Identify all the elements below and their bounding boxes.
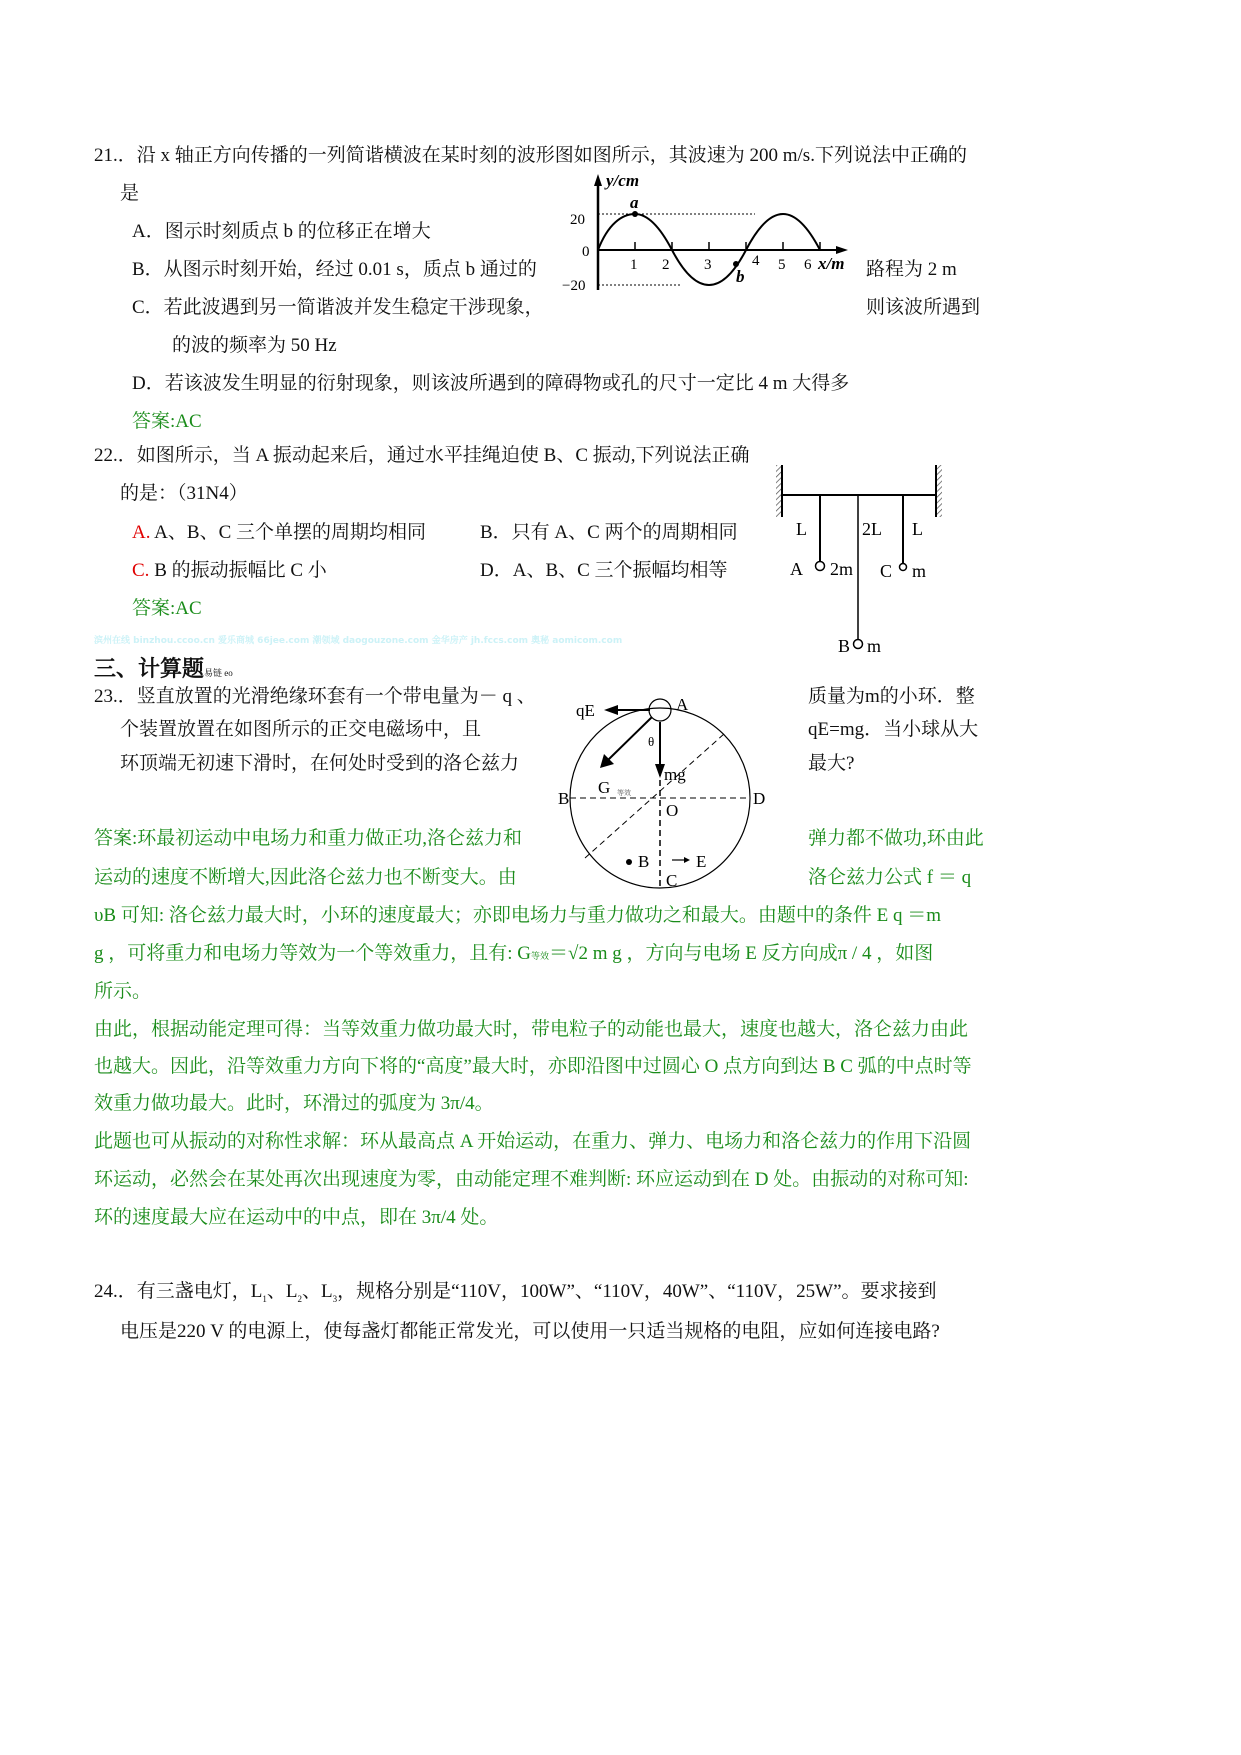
q22-option-b: B．只有 A、C 两个的周期相同 — [480, 522, 738, 543]
q21-option-c-right: 则该波所遇到 — [866, 297, 981, 318]
pendulum-a-label: A — [790, 559, 803, 579]
q24-line1-start: 24.．有三盏电灯，L — [94, 1281, 263, 1302]
pendulum-c-mass: m — [912, 561, 927, 581]
q23-answer-line3: υB 可知: 洛仑兹力最大时，小环的速度最大；亦即电场力与重力做功之和最大。由题中的条件 E q ＝m — [94, 905, 941, 926]
watermark: 滨州在线 binzhou.ccoo.cn 爱乐商城 66jee.com 潮领域 daogouzone.com 金华房产 jh.fccs.com 奥秘 aomicom.com — [94, 636, 623, 646]
q22-stem-line1: 22.．如图所示，当 A 振动起来后，通过水平挂绳迫使 B、C 振动,下列说法正确 — [94, 445, 750, 466]
q23-answer-line6: 由此，根据动能定理可得：当等效重力做功最大时，带电粒子的动能也最大，速度也越大，洛仑兹力由此 — [94, 1019, 969, 1040]
q22-option-a — [132, 521, 426, 545]
pendulum-c-bob — [900, 564, 907, 571]
pendulum-c-label: C — [880, 561, 893, 581]
electric-field-label: E — [696, 852, 707, 871]
q23-stem-line2-right: qE=mg．当小球从大 — [808, 719, 979, 740]
q22-option-c-text: B 的振动振幅比 C 小 — [149, 560, 327, 581]
section-title — [94, 652, 233, 683]
section-title-suffix: 易链 eo — [204, 668, 233, 678]
q21-option-d: D．若该波发生明显的衍射现象，则该波所遇到的障碍物或孔的尺寸一定比 4 m 大得多 — [132, 373, 850, 394]
q23-answer-line9: 此题也可从振动的对称性求解：环从最高点 A 开始运动，在重力、弹力、电场力和洛仑兹力的作用下沿圆 — [94, 1131, 972, 1152]
point-b-label: b — [736, 267, 745, 286]
qE-arrow-head-icon — [604, 705, 618, 715]
q23-stem-line2-left: 个装置放置在如图所示的正交电磁场中，且 — [120, 719, 482, 740]
q21-option-b-left: B．从图示时刻开始，经过 0.01 s，质点 b 通过的 — [132, 259, 537, 280]
q22-option-d: D．A、B、C 三个振幅均相等 — [480, 560, 728, 581]
q21-stem-line1: 21.．沿 x 轴正方向传播的一列简谐横波在某时刻的波形图如图所示，其波速为 200 m/s.下列说法中正确的 — [94, 145, 967, 166]
magnetic-field-label: B — [638, 852, 650, 871]
q23-answer-line11: 环的速度最大应在运动中的中点，即在 3π/4 处。 — [94, 1207, 499, 1228]
q23-answer-line7: 也越大。因此，沿等效重力方向下将的“高度”最大时，亦即沿图中过圆心 O 点方向到达 B C 弧的中点时等 — [94, 1056, 972, 1077]
qE-label: qE — [576, 701, 595, 720]
y-tick-20: 20 — [570, 212, 585, 228]
x-tick-2: 2 — [662, 257, 670, 273]
x-tick-1: 1 — [630, 257, 638, 273]
pendulum-a-bob — [816, 562, 825, 571]
q21-option-c-cont: 的波的频率为 50 Hz — [172, 335, 337, 356]
q23-answer-line2-left: 运动的速度不断增大,因此洛仑兹力也不断变大。由 — [94, 867, 517, 888]
G-arrow — [608, 717, 655, 760]
x-ticks — [635, 242, 820, 250]
y-axis-arrow-icon — [594, 174, 602, 186]
theta-label: θ — [648, 734, 655, 749]
mg-label: mg — [664, 765, 686, 784]
point-D-label: D — [753, 789, 766, 808]
q23-answer-line4 — [94, 942, 933, 968]
q23-stem-line1-left: 23.．竖直放置的光滑绝缘环套有一个带电量为－ q 、 — [94, 686, 536, 707]
q23-answer-subscript: 等效 — [531, 951, 550, 961]
y-axis-label: y/cm — [606, 171, 640, 190]
length-a-label: L — [796, 519, 807, 539]
q24-sub3: 3 — [332, 1293, 338, 1304]
q23-answer-line1-left: 答案:环最初运动中电场力和重力做正功,洛仑兹力和 — [94, 828, 523, 849]
q22-option-a-text: A、B、C 三个单摆的周期均相同 — [150, 522, 427, 543]
x-axis-label: x/m — [818, 254, 845, 273]
x-axis-arrow-icon — [836, 246, 848, 254]
q23-answer-line4a: g ，可将重力和电场力等效为一个等效重力，且有: G — [94, 943, 532, 964]
q23-answer-line4b: ＝√2 m g ，方向与电场 E 反方向成π / 4 ，如图 — [549, 943, 934, 964]
center-O-label: O — [666, 801, 679, 820]
q24-sep1: 、L — [266, 1281, 298, 1302]
pendulum-figure — [770, 460, 960, 660]
q21-option-c-left: C．若此波遇到另一简谐波并发生稳定干涉现象， — [132, 297, 544, 318]
x-tick-4: 4 — [752, 253, 760, 269]
q23-stem-line3-left: 环顶端无初速下滑时，在何处时受到的洛仑兹力 — [120, 753, 520, 774]
length-b-label: 2L — [862, 519, 882, 539]
q23-answer-line8: 效重力做功最大。此时，环滑过的弧度为 3π/4。 — [94, 1093, 494, 1114]
x-tick-3: 3 — [704, 257, 712, 273]
point-B-label: B — [558, 789, 570, 808]
q22-option-c — [132, 559, 327, 583]
pendulum-b-mass: m — [867, 636, 882, 656]
point-C-label: C — [666, 871, 678, 890]
pendulum-b-bob — [854, 640, 863, 649]
q21-answer: 答案:AC — [132, 411, 202, 432]
q23-stem-line3-right: 最大? — [808, 753, 855, 774]
q24-sep2: 、L — [301, 1281, 333, 1302]
wave-figure — [560, 172, 860, 294]
G-subscript: 等效 — [617, 789, 631, 797]
q24-sub2: 2 — [297, 1293, 302, 1304]
G-label: G — [598, 778, 611, 797]
q23-answer-line5: 所示。 — [94, 981, 152, 1002]
q22-option-a-letter: A. — [132, 522, 151, 543]
pendulum-b-label: B — [838, 636, 851, 656]
length-c-label: L — [912, 519, 923, 539]
q21-stem-line2: 是 — [120, 183, 140, 204]
q24-sub1: 1 — [262, 1293, 267, 1304]
electric-field-arrow-head-icon — [684, 857, 690, 863]
x-tick-6: 6 — [804, 257, 812, 273]
q21-option-a: A．图示时刻质点 b 的位移正在增大 — [132, 221, 431, 242]
q21-option-b-right: 路程为 2 m — [866, 259, 957, 280]
x-tick-5: 5 — [778, 257, 786, 273]
point-a-label: a — [630, 193, 639, 212]
q23-answer-line2-right: 洛仑兹力公式 f ＝ q — [808, 867, 972, 888]
q23-answer-line10: 环运动，必然会在某处再次出现速度为零，由动能定理不难判断: 环应运动到在 D 处。由振动的对称可知: — [94, 1169, 969, 1190]
y-tick-neg20: −20 — [562, 278, 586, 294]
q24-line1 — [94, 1280, 937, 1311]
point-A-label: A — [676, 695, 689, 714]
q23-stem-line1-right: 质量为m的小环．整 — [808, 686, 975, 707]
q23-answer-line1-right: 弹力都不做功,环由此 — [808, 828, 984, 849]
magnetic-field-dot-icon — [626, 859, 632, 865]
q22-option-c-letter: C. — [132, 560, 150, 581]
y-tick-0: 0 — [582, 244, 590, 260]
q24-line1-end: ，规格分别是“110V，100W”、“110V，40W”、“110V，25W”。要求接到 — [337, 1281, 937, 1302]
section-title-text: 三、计算题 — [94, 657, 205, 682]
ring-figure — [560, 690, 780, 890]
q24-line2: 电压是220 V 的电源上，使每盏灯都能正常发光，可以使用一只适当规格的电阻，应如何连接电路? — [120, 1321, 940, 1342]
q22-stem-line2: 的是：（31N4） — [120, 483, 248, 504]
q22-answer: 答案:AC — [132, 598, 202, 619]
pendulum-a-mass: 2m — [830, 559, 854, 579]
